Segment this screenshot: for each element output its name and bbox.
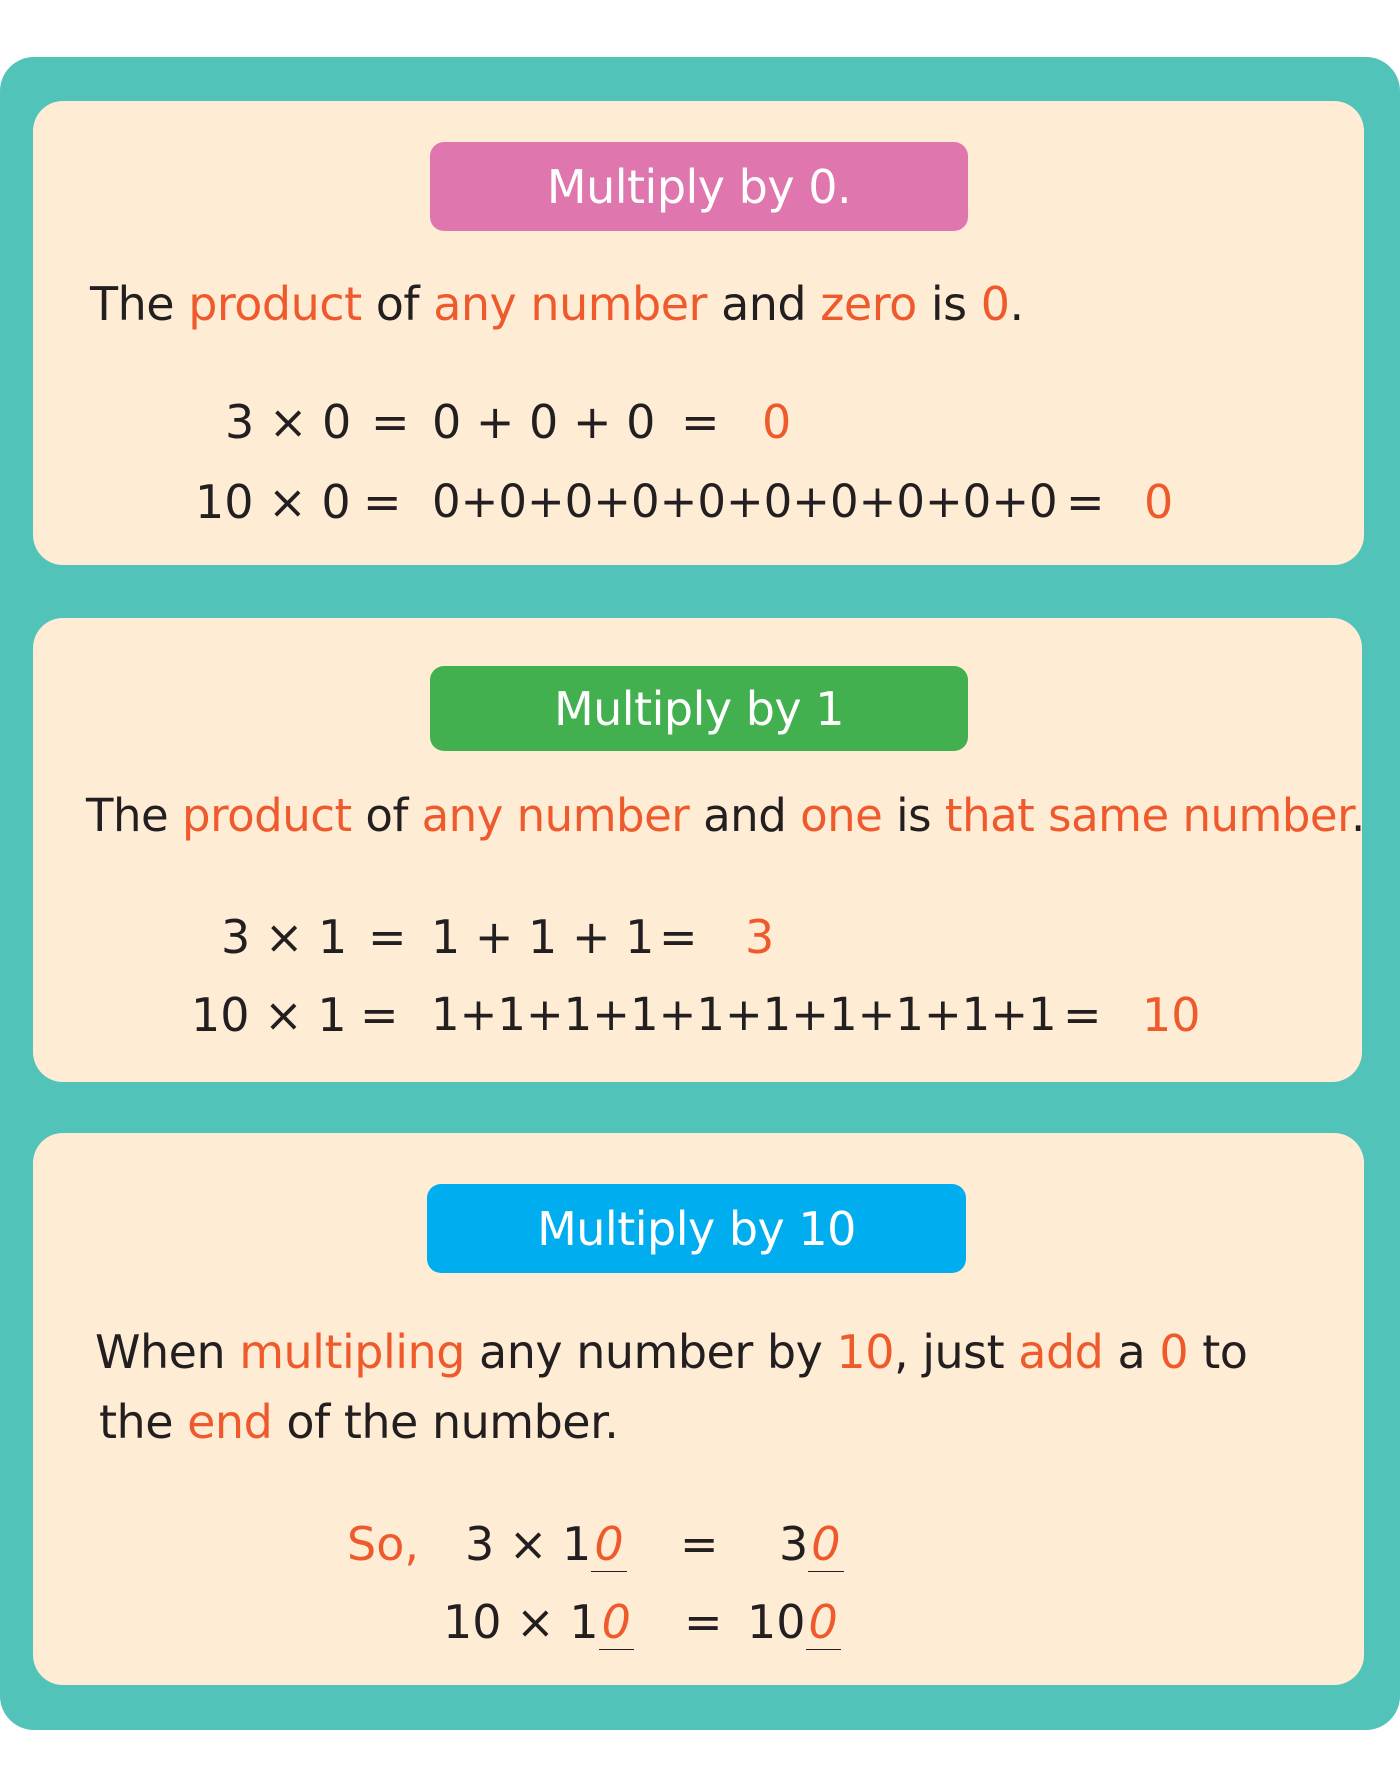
repeated-addition: 1 + 1 + 1: [431, 910, 655, 964]
equals-sign: =: [659, 910, 698, 964]
appended-zero: 0: [591, 1521, 626, 1572]
multiply-by-ten-card: [33, 1133, 1364, 1685]
multiply-by-zero-rule: The product of any number and zero is 0.: [90, 277, 1024, 331]
equals-sign: =: [684, 1595, 723, 1649]
equation-lhs: 3 × 0: [225, 395, 352, 449]
result-value: 0: [1144, 475, 1174, 529]
multiply-by-ten-rule-line-2: the end of the number.: [99, 1395, 619, 1449]
equals-sign: =: [368, 910, 407, 964]
equation-lhs: 3 × 1: [221, 910, 348, 964]
appended-zero: 0: [806, 1599, 841, 1650]
result-value: 0: [762, 395, 792, 449]
repeated-addition: 0 + 0 + 0: [432, 395, 656, 449]
result-value: 10: [1142, 988, 1201, 1042]
equals-sign: =: [681, 395, 720, 449]
equation-rhs: 100: [747, 1599, 841, 1650]
equation-lhs: 10 × 0: [195, 475, 351, 529]
so-label: So,: [347, 1517, 419, 1571]
multiply-by-zero-card: [33, 101, 1364, 565]
multiply-by-ten-rule-line-1: When multipling any number by 10, just add a 0 to: [95, 1325, 1248, 1379]
appended-zero: 0: [599, 1599, 634, 1650]
equation-lhs: 3 × 10: [465, 1521, 627, 1572]
equals-sign: =: [1066, 475, 1105, 529]
multiply-by-one-rule: The product of any number and one is that same number.: [86, 789, 1365, 842]
multiply-by-one-card: [33, 618, 1365, 1082]
repeated-addition: 0+0+0+0+0+0+0+0+0+0: [432, 475, 1058, 528]
multiply-by-zero-title: Multiply by 0.: [430, 142, 968, 231]
multiply-by-ten-title: Multiply by 10: [427, 1184, 966, 1273]
equation-lhs: 10 × 1: [191, 988, 347, 1042]
equals-sign: =: [363, 475, 402, 529]
equals-sign: =: [360, 988, 399, 1042]
equation-rhs: 30: [779, 1521, 844, 1572]
equation-lhs: 10 × 10: [443, 1599, 634, 1650]
equals-sign: =: [680, 1517, 719, 1571]
multiply-by-one-title: Multiply by 1: [430, 666, 968, 751]
equals-sign: =: [1063, 988, 1102, 1042]
appended-zero: 0: [808, 1521, 843, 1572]
repeated-addition: 1+1+1+1+1+1+1+1+1+1: [431, 988, 1057, 1041]
result-value: 3: [745, 910, 775, 964]
equals-sign: =: [371, 395, 410, 449]
